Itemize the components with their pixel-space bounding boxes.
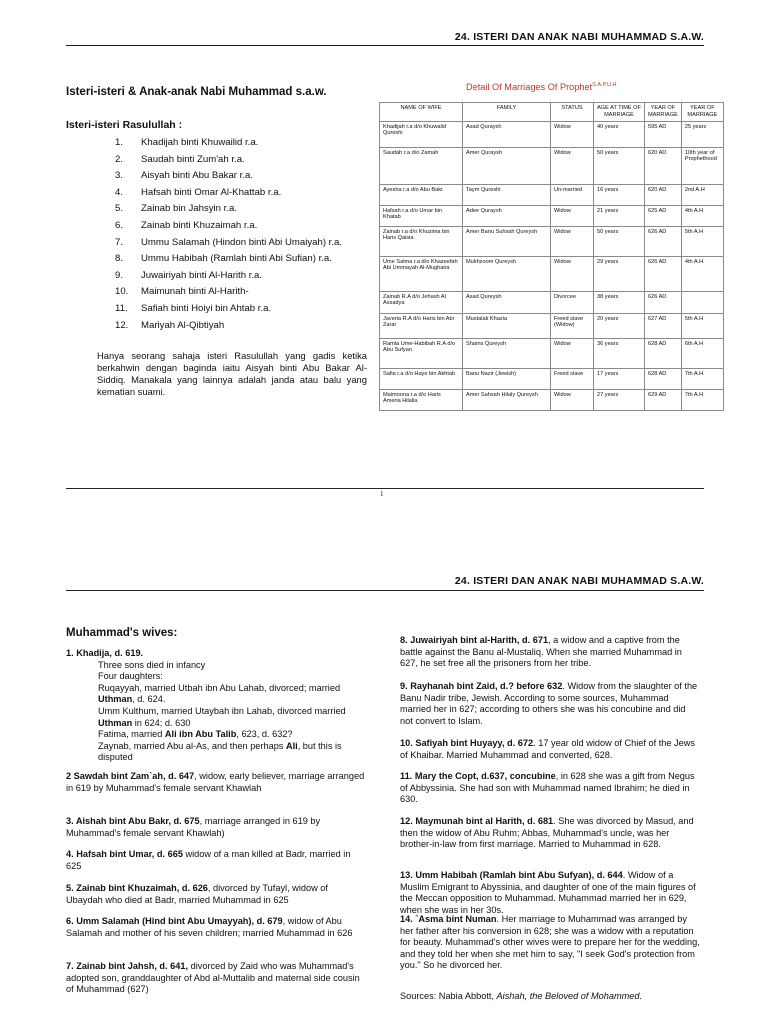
table-header-row <box>380 103 724 122</box>
wife-name: Zainab bin Jahsyin r.a. <box>141 203 237 215</box>
wife-entry <box>400 816 700 851</box>
table-cell: Widow <box>551 389 594 410</box>
detail-line: , 623, d. 632? <box>236 729 293 740</box>
table-title-text: Detail Of Marriages Of Prophet <box>466 82 593 93</box>
table-cell: Widow <box>551 205 594 226</box>
table-cell: 16 years <box>594 184 645 205</box>
table-cell: Asad Quraysh <box>463 121 551 147</box>
sources-title: Aishah, the Beloved of Mohammed. <box>496 991 643 1001</box>
wife-name: Aisyah binti Abu Bakar r.a. <box>141 170 253 182</box>
entry-text: , a widow and a captive from the battle against the Banu al-Mustaliq. When she married Muhammad in 627, he set free all the prisoners from her tribe. <box>400 635 682 669</box>
wife-entry <box>66 883 366 906</box>
table-row <box>380 184 724 205</box>
table-cell: Amer Sahsah Hilaly Qureysh <box>463 389 551 410</box>
list-number: 9. <box>115 269 124 281</box>
table-cell: Safia r.a d/o Haye bin Akhtab <box>380 368 463 389</box>
wife-name: Mariyah Al-Qibtiyah <box>141 319 225 331</box>
table-row <box>380 256 724 291</box>
khadija-details <box>66 660 366 764</box>
entry-text: , widow of Abu Salamah and mother of his seven children; married Muhammad in 626 <box>66 916 353 938</box>
table-cell: 2nd A.H <box>681 184 723 205</box>
list-number: 12. <box>115 319 129 331</box>
table-cell: Widow <box>551 147 594 184</box>
wife-list-item <box>115 218 342 235</box>
table-cell: 620 AD <box>645 147 682 184</box>
table-cell: Widow <box>551 226 594 256</box>
table-cell: Ramla Ume-Habibah R.A d/o Abu Sufyan <box>380 338 463 368</box>
table-row <box>380 291 724 313</box>
entry-text: widow of a man killed at Badr, married in 625 <box>66 849 351 871</box>
wife-name: Hafsah binti Omar Al-Khattab r.a. <box>141 186 282 198</box>
intro-paragraph: Hanya seorang sahaja isteri Rasulullah yang gadis ketika berkahwin dengan baginda iaitu Aisyah binti Abu Bakar Al-Siddiq. Manakala yang lainnya adalah janda atau balu yang kematian suami. <box>97 350 367 397</box>
page-header-2: 24. ISTERI DAN ANAK NABI MUHAMMAD S.A.W. <box>454 575 704 587</box>
wives-list <box>115 135 342 334</box>
detail-line: in 624; d. 630 <box>132 717 191 728</box>
table-header-cell: YEAR OF MARRIAGE <box>645 103 682 122</box>
table-cell: 50 years <box>594 147 645 184</box>
table-cell: 36 years <box>594 338 645 368</box>
entry-text: . Widow of a Muslim Emigrant to Abyssinia, and daughter of one of the main figures of the Meccan opposition to Muhammad. Muhammad married her in 629, when she was in her 30s. <box>400 870 696 915</box>
wife-list-item <box>115 268 342 285</box>
list-number: 4. <box>115 186 124 198</box>
table-cell: 29 years <box>594 256 645 291</box>
table-header-cell: AGE AT TIME OF MARRIAGE <box>594 103 645 122</box>
table-cell: 7th A.H <box>681 368 723 389</box>
wife-name: Safiah binti Hoiyi bin Ahtab r.a. <box>141 302 272 314</box>
table-cell: 626 AD <box>645 291 682 313</box>
entry-heading: 11. Mary the Copt, d.637, concubine <box>400 771 556 781</box>
table-title-superscript: S.A.P.U.H <box>592 82 617 88</box>
entry-heading: 3. Aishah bint Abu Bakr, d. 675 <box>66 816 200 826</box>
page-header: 24. ISTERI DAN ANAK NABI MUHAMMAD S.A.W. <box>454 31 704 43</box>
table-row <box>380 121 724 147</box>
list-number: 7. <box>115 236 124 248</box>
wife-entry <box>66 849 366 872</box>
table-cell: Banu Nazir (Jewish) <box>463 368 551 389</box>
detail-bold: Ali ibn Abu Talib <box>164 729 237 740</box>
wife-entry-khadija <box>66 648 366 764</box>
table-cell: Widow <box>551 256 594 291</box>
wife-name: Ummu Habibah (Ramlah binti Abi Sufian) r.a. <box>141 253 332 265</box>
entry-text: . Her marriage to Muhammad was arranged by her father after his conversion in 628; she was a widow with a reputation for beauty. Muhammad's other wives were to prepare her for the wedding, and they told her when she met him to say, "I seek God's protection from you." So he divorced her. <box>400 914 700 971</box>
wife-entry <box>400 738 700 761</box>
table-cell: Amer Banu Suhsah Qureysh <box>463 226 551 256</box>
list-number: 1. <box>115 137 124 148</box>
sources-line <box>400 991 642 1003</box>
entry-heading: 2 Sawdah bint Zam`ah, d. 647 <box>66 771 195 781</box>
wife-list-item <box>115 201 342 218</box>
table-cell: Hafsah r.a d/o Umar bin Khatab <box>380 205 463 226</box>
wives-heading: Muhammad's wives: <box>66 627 178 639</box>
wife-entry <box>400 681 700 727</box>
list-number: 3. <box>115 170 124 182</box>
detail-bold: Ali <box>285 740 298 751</box>
list-number: 5. <box>115 203 124 215</box>
table-cell: Un-married <box>551 184 594 205</box>
table-cell: Asad Qureysh <box>463 291 551 313</box>
table-cell: 21 years <box>594 205 645 226</box>
detail-bold: Uthman <box>98 717 133 728</box>
table-cell: 626 AD <box>645 226 682 256</box>
table-cell: 27 years <box>594 389 645 410</box>
wife-name: Saudah binti Zum'ah r.a. <box>141 153 245 165</box>
table-cell: 620 AD <box>645 184 682 205</box>
table-header-cell: FAMILY <box>463 103 551 122</box>
header-rule-2 <box>66 590 704 591</box>
table-body <box>380 121 724 410</box>
entry-text: . 17 year old widow of Chief of the Jews of Khaibar. Married Muhammad and converted, 628. <box>400 738 695 760</box>
page-number: 1 <box>380 490 384 498</box>
table-cell: 627 AD <box>645 313 682 338</box>
table-cell: Mustalak Khazia <box>463 313 551 338</box>
table-cell: Maimoona r.a d/o Haris Ameria Hilalia <box>380 389 463 410</box>
table-cell: Freed slave (Widow) <box>551 313 594 338</box>
sources-label: Sources: Nabia Abbott, <box>400 991 497 1001</box>
table-cell: Freed slave <box>551 368 594 389</box>
wife-list-item <box>115 168 342 185</box>
table-cell: Shams Qureysh <box>463 338 551 368</box>
table-cell: Saudah r.a d/o Zamah <box>380 147 463 184</box>
table-cell: 629 AD <box>645 389 682 410</box>
table-title <box>466 82 616 92</box>
wife-entry <box>66 916 366 939</box>
entry-heading: 1. Khadija, d. 619. <box>66 648 144 658</box>
table-cell: Ayesha r.a d/o Abu Bakr <box>380 184 463 205</box>
table-header-cell: NAME OF WIFE <box>380 103 463 122</box>
wife-name: Ummu Salamah (Hindon binti Abi Umaiyah) r.a. <box>141 236 343 248</box>
wife-list-item <box>115 185 342 202</box>
table-cell: 4th A.H <box>681 205 723 226</box>
table-cell: Mukhzoom Qureysh <box>463 256 551 291</box>
entry-heading: 6. Umm Salamah (Hind bint Abu Umayyah), d. 679 <box>66 916 283 926</box>
table-cell: 626 AD <box>645 256 682 291</box>
table-cell: 4th A.H <box>681 256 723 291</box>
table-cell: 628 AD <box>645 338 682 368</box>
entry-text: . Widow from the slaughter of the Banu Nadir tribe, Jewish. According to some sources, Muhammad married her in 627; according to others she was his concubine and did not convert to Islam. <box>400 681 698 726</box>
list-number: 2. <box>115 153 124 165</box>
table-row <box>380 368 724 389</box>
table-cell: Taym Qureshi <box>463 184 551 205</box>
table-row <box>380 313 724 338</box>
table-row <box>380 389 724 410</box>
marriages-table <box>379 102 724 411</box>
table-cell: Widow <box>551 338 594 368</box>
entry-heading: 12. Maymunah bint al Harith, d. 681 <box>400 816 554 826</box>
wife-list-item <box>115 152 342 169</box>
wife-list-item <box>115 284 342 301</box>
entry-text: , in 628 she was a gift from Negus of Abbyssinia. She had son with Muhammad named Ibrahim; he died in 630. <box>400 771 695 805</box>
wife-list-item <box>115 301 342 318</box>
table-cell: Zainab R.A d/o Jehash Al Assadya <box>380 291 463 313</box>
wife-entry <box>400 870 700 916</box>
header-rule <box>66 45 704 46</box>
wife-name: Khadijah binti Khuwailid r.a. <box>141 137 259 148</box>
entry-text: divorced by Zaid who was Muhammad's adopted son, granddaughter of Abd al-Muttalib and maternal side cousin of Muhammad (627) <box>66 961 360 995</box>
table-cell: Divorcee <box>551 291 594 313</box>
list-number: 6. <box>115 219 124 231</box>
table-cell: 20 years <box>594 313 645 338</box>
table-cell: Adee Quraysh <box>463 205 551 226</box>
table-cell: Javeria R.A d/o Haris bin Abi Zarar <box>380 313 463 338</box>
list-number: 8. <box>115 253 124 265</box>
entry-heading: 9. Rayhanah bint Zaid, d.? before 632 <box>400 681 563 691</box>
wife-name: Maimunah binti Al-Harith- <box>141 286 249 298</box>
table-cell: 7th A.H <box>681 389 723 410</box>
detail-line: , d. 624. <box>132 694 166 705</box>
table-cell: 10th year of Prophethood <box>681 147 723 184</box>
detail-line: Zaynab, married Abu al-As, and then perhaps <box>98 740 286 751</box>
detail-line: Four daughters: <box>98 671 163 682</box>
entry-heading: 4. Hafsah bint Umar, d. 665 <box>66 849 183 859</box>
list-number: 11. <box>115 302 128 314</box>
entry-heading: 10. Safiyah bint Huyayy, d. 672 <box>400 738 534 748</box>
table-cell: Ume Salma r.a d/o Khazeefah Abi Ummayah Al-Mughaira <box>380 256 463 291</box>
footer-rule <box>66 488 704 489</box>
detail-line: Fatima, married <box>98 729 165 740</box>
wife-list-item <box>115 251 342 268</box>
table-cell: 5th A.H <box>681 313 723 338</box>
table-header-cell: YEAR OF MARRIAGE <box>681 103 723 122</box>
table-row <box>380 205 724 226</box>
table-cell: 40 years <box>594 121 645 147</box>
wife-entry <box>400 914 700 972</box>
detail-line: Umm Kulthum, married Utaybah ibn Lahab, divorced married <box>98 705 346 716</box>
wife-entry <box>66 961 366 996</box>
entry-text: . She was divorced by Masud, and then the widow of Abu Ruhm; Abbas, Muhammad's uncle, was her brother-in-law from first marriage. Married to Muhammad in 628. <box>400 816 694 850</box>
wife-list-item <box>115 135 342 152</box>
detail-line: Ruqayyah, married Utbah ibn Abu Lahab, divorced; married <box>98 682 341 693</box>
detail-line: , but this is disputed <box>98 740 342 763</box>
section-subtitle: Isteri-isteri Rasulullah : <box>66 119 183 131</box>
detail-line: Three sons died in infancy <box>98 659 206 670</box>
table-cell: 625 AD <box>645 205 682 226</box>
table-row <box>380 147 724 184</box>
wife-name: Zainab binti Khuzaimah r.a. <box>141 219 258 231</box>
table-cell: 38 years <box>594 291 645 313</box>
table-cell <box>681 291 723 313</box>
entry-heading: 13. Umm Habibah (Ramlah bint Abu Sufyan), d. 644 <box>400 870 623 880</box>
table-cell: Zainab r.a d/o Khuzima bin Haris Qaisia <box>380 226 463 256</box>
wife-entry <box>400 771 700 806</box>
table-cell: 25 years <box>681 121 723 147</box>
page-title: Isteri-isteri & Anak-anak Nabi Muhammad s.a.w. <box>66 86 327 98</box>
table-cell: 5th A.H <box>681 226 723 256</box>
table-cell: 17 years <box>594 368 645 389</box>
wife-entry <box>400 635 700 670</box>
table-cell: 6th A.H <box>681 338 723 368</box>
table-header-cell: STATUS <box>551 103 594 122</box>
table-cell: Khadijah r.a d/o Khuwalid Qureshi <box>380 121 463 147</box>
table-cell: Amer Quraysh <box>463 147 551 184</box>
entry-heading: 8. Juwairiyah bint al-Harith, d. 671 <box>400 635 549 645</box>
wife-entry <box>66 816 366 839</box>
wife-entry <box>66 771 366 794</box>
wife-list-item <box>115 318 342 335</box>
wife-list-item <box>115 235 342 252</box>
entry-heading: 5. Zainab bint Khuzaimah, d. 626 <box>66 883 208 893</box>
entry-heading: 7. Zainab bint Jahsh, d. 641, <box>66 961 189 971</box>
table-cell: 50 years <box>594 226 645 256</box>
list-number: 10. <box>115 286 129 298</box>
table-cell: Widow <box>551 121 594 147</box>
table-cell: 628 AD <box>645 368 682 389</box>
entry-text: , divorced by Tufayl, widow of Ubaydah who died at Badr, married Muhammad in 625 <box>66 883 328 905</box>
table-row <box>380 226 724 256</box>
detail-bold: Uthman <box>98 694 133 705</box>
entry-text: , widow, early believer, marriage arranged in 619 by Muhammad's female servant Khawlah <box>66 771 365 793</box>
table-cell: 595 AD <box>645 121 682 147</box>
wife-name: Juwairiyah binti Al-Harith r.a. <box>141 269 263 281</box>
entry-text: , marriage arranged in 619 by Muhammad's female servant Khawlah) <box>66 816 321 838</box>
table-row <box>380 338 724 368</box>
entry-heading: 14. `Asma bint Numan <box>400 914 497 924</box>
